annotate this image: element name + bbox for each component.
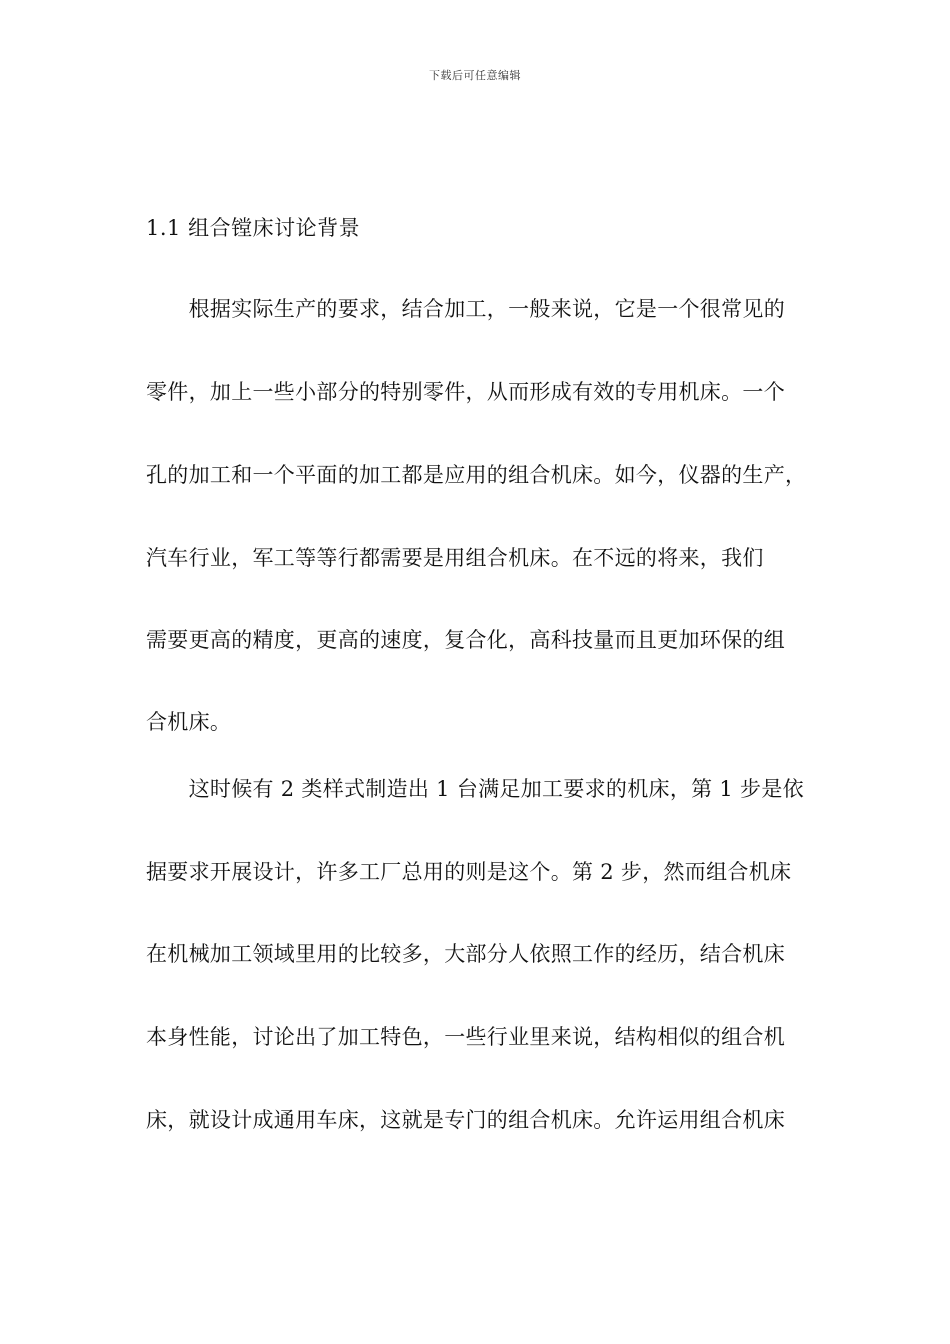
- body-line: 汽车行业，军工等等行都需要是用组合机床。在不远的将来，我们: [146, 546, 764, 570]
- page-header: 下载后可任意编辑: [429, 69, 521, 82]
- body-line: 零件，加上一些小部分的特别零件，从而形成有效的专用机床。一个: [146, 380, 785, 404]
- section-title: 1.1 组合镗床讨论背景: [146, 216, 361, 240]
- body-line: 根据实际生产的要求，结合加工，一般来说，它是一个很常见的: [146, 297, 785, 321]
- body-line: 床，就设计成通用车床，这就是专门的组合机床。允许运用组合机床: [146, 1108, 785, 1132]
- body-line: 孔的加工和一个平面的加工都是应用的组合机床。如今，仪器的生产，: [146, 463, 807, 487]
- body-line: 在机械加工领域里用的比较多，大部分人依照工作的经历，结合机床: [146, 942, 785, 966]
- body-line: 这时候有 2 类样式制造出 1 台满足加工要求的机床，第 1 步是依: [146, 777, 804, 801]
- body-line: 据要求开展设计，许多工厂总用的则是这个。第 2 步，然而组合机床: [146, 860, 792, 884]
- body-line: 本身性能，讨论出了加工特色，一些行业里来说，结构相似的组合机: [146, 1025, 785, 1049]
- body-line: 需要更高的精度，更高的速度，复合化，高科技量而且更加环保的组: [146, 628, 785, 652]
- body-line: 合机床。: [146, 710, 232, 734]
